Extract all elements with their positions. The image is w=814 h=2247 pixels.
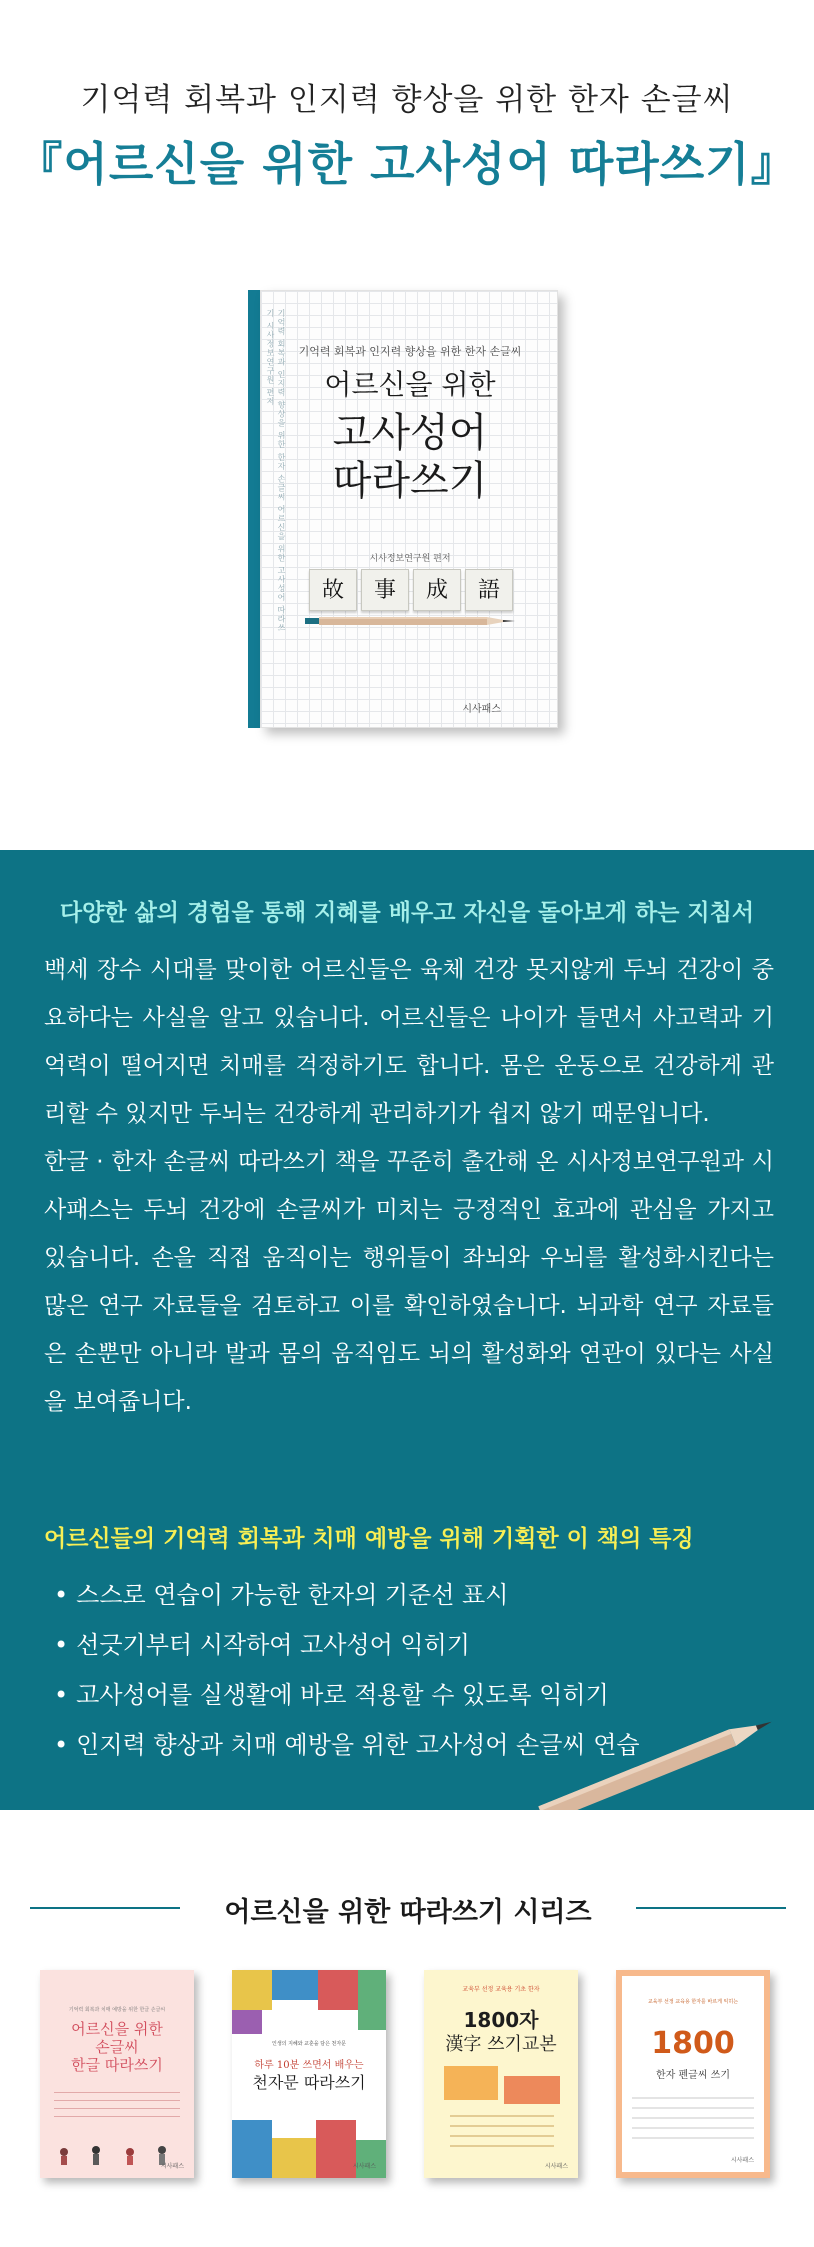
cover-subtitle: 기억력 회복과 인지력 향상을 위한 한자 손글씨 (298, 345, 522, 358)
features-heading: 어르신들의 기억력 회복과 치매 예방을 위해 기획한 이 책의 특징 (44, 1526, 694, 1552)
hanja-tile: 故 (309, 569, 357, 611)
cover-title-line2: 고사성어 (332, 410, 488, 456)
book-publisher: 시사패스 (352, 2163, 376, 2170)
page-title: 『어르신을 위한 고사성어 따라쓰기』 (16, 137, 798, 191)
header-section (0, 0, 814, 850)
hanja-tiles (309, 569, 519, 613)
divider-left (30, 1907, 180, 1909)
pencil-icon (305, 615, 515, 627)
book-title-number: 1800자 (463, 2008, 539, 2032)
intro-body (44, 946, 774, 1426)
book-title-line: 한글 따라쓰기 (71, 2056, 163, 2074)
cover-side-text: 기억력 회복과 인지력 향상을 위한 한자 손글씨 어르신을 위한 고사성어 따라쓰기 시사정보연구원 편저 (266, 309, 286, 633)
book-title: 천자문 따라쓰기 (252, 2073, 366, 2092)
book-publisher: 시사패스 (544, 2163, 568, 2170)
book-subtitle: 하루 10분 쓰면서 배우는 (254, 2060, 364, 2071)
decor-line (54, 2100, 180, 2101)
feature-item: • 스스로 연습이 가능한 한자의 기준선 표시 (44, 1570, 774, 1620)
cover-title-line3: 따라쓰기 (332, 458, 488, 504)
series-book-cheonjamun[interactable] (232, 1970, 386, 2178)
book-title: 한자 펜글씨 쓰기 (656, 2070, 730, 2081)
feature-item: • 인지력 향상과 치매 예방을 위한 고사성어 손글씨 연습 (44, 1720, 774, 1770)
decor-line (54, 2092, 180, 2093)
book-title-line: 손글씨 (95, 2038, 139, 2056)
cover-title (261, 363, 559, 505)
series-title: 어르신을 위한 따라쓰기 시리즈 (224, 1897, 592, 1928)
main-book-cover (248, 290, 558, 728)
series-books (40, 1970, 780, 2190)
book-tagline: 교육부 선정 교육용 기초 한자 (462, 1986, 540, 1993)
book-publisher: 시사패스 (730, 2157, 754, 2164)
decor-line (54, 2108, 180, 2109)
hanja-tile: 成 (413, 569, 461, 611)
series-section (0, 1810, 814, 2247)
intro-paragraph-2: 한글 · 한자 손글씨 따라쓰기 책을 꾸준히 출간해 온 시사정보연구원과 시사패스는 두뇌 건강에 손글씨가 미치는 긍정적인 효과에 관심을 가지고 있습니다. 손을 직접 움직이는 행위들이 좌뇌와 우뇌를 활성화시킨다는 많은 연구 자료들을 검토하고 이를 확인하였습니다. 뇌과학 연구 자료들은 손뿐만 아니라 발과 몸의 움직임도 뇌의 활성화와 연관이 있다는 사실을 보여줍니다. (44, 1149, 774, 1415)
feature-item: • 고사성어를 실생활에 바로 적용할 수 있도록 익히기 (44, 1670, 774, 1720)
book-title-line: 어르신을 위한 (71, 2020, 163, 2038)
book-tagline: 교육부 선정 교육용 한자를 바르게 익히는 (647, 1999, 739, 2005)
hanja-tile: 事 (361, 569, 409, 611)
cover-publisher: 시사패스 (462, 704, 501, 715)
page-subtitle: 기억력 회복과 인지력 향상을 위한 한자 손글씨 (80, 82, 734, 118)
book-title (40, 2020, 194, 2074)
hanja-tile: 語 (465, 569, 513, 611)
book-publisher: 시사패스 (160, 2163, 184, 2170)
decor-line (54, 2116, 180, 2117)
book-tagline: 기억력 회복과 치매 예방을 위한 한글 손글씨 (68, 2007, 166, 2013)
book-tagline: 인생의 지혜와 교훈을 담은 천자문 (272, 2041, 346, 2047)
intro-section (0, 850, 814, 1810)
book-title: 漢字 쓰기교본 (445, 2034, 557, 2055)
series-book-hangul[interactable] (40, 1970, 194, 2178)
divider-right (636, 1907, 786, 1909)
feature-item: • 선긋기부터 시작하여 고사성어 익히기 (44, 1620, 774, 1670)
cover-title-line1: 어르신을 위한 (324, 368, 496, 401)
book-title-number: 1800 (651, 2026, 735, 2061)
series-book-1800-hanja[interactable] (424, 1970, 578, 2178)
cover-author: 시사정보연구원 편저 (369, 554, 451, 564)
intro-heading: 다양한 삶의 경험을 통해 지혜를 배우고 자신을 돌아보게 하는 지침서 (59, 900, 755, 926)
book-text-lines (632, 2092, 754, 2152)
book-front (260, 290, 558, 728)
intro-paragraph-1: 백세 장수 시대를 맞이한 어르신들은 육체 건강 못지않게 두뇌 건강이 중요하다는 사실을 알고 있습니다. 어르신들은 나이가 들면서 사고력과 기억력이 떨어지면 치매를 걱정하기도 합니다. 몸은 운동으로 건강하게 관리할 수 있지만 두뇌는 건강하게 관리하기가 쉽지 않기 때문입니다. (44, 957, 774, 1127)
series-book-1800-pen[interactable] (616, 1970, 770, 2178)
book-illustration (444, 2066, 564, 2156)
